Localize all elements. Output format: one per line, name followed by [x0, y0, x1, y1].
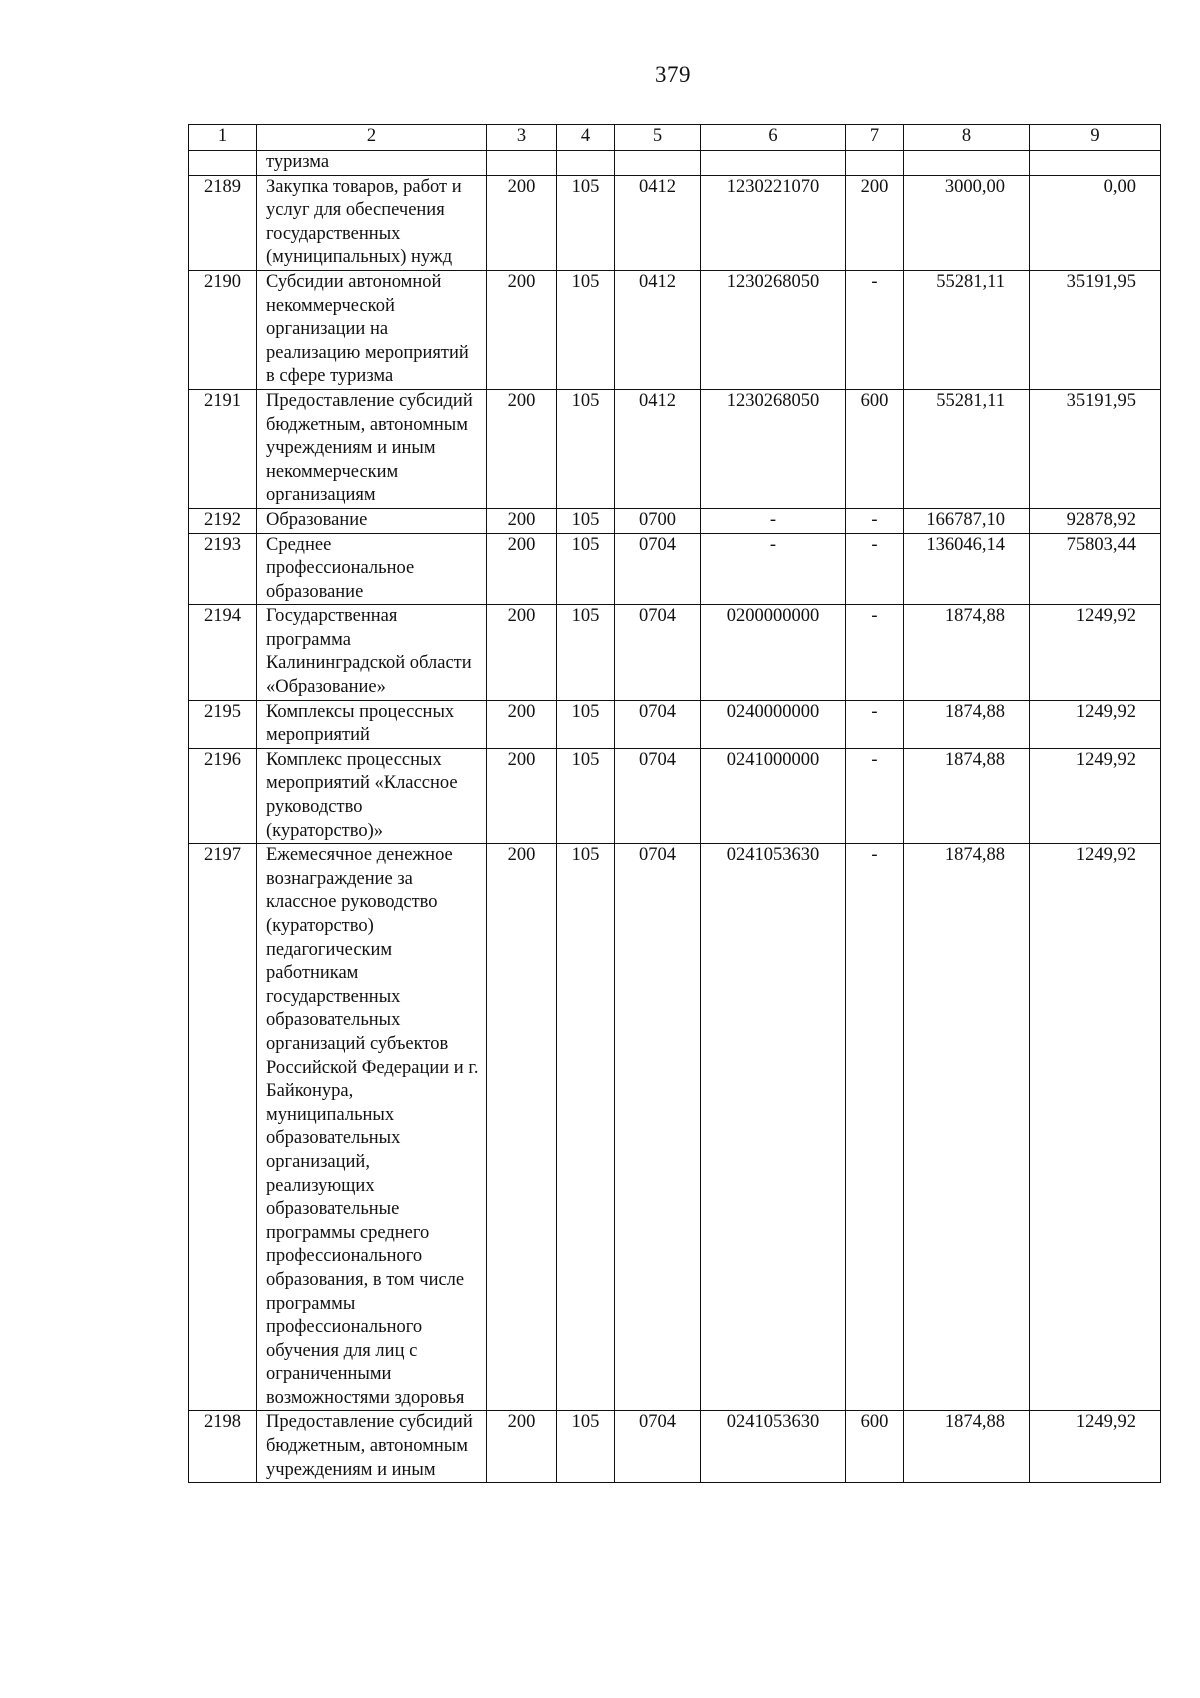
column-header: 5 [615, 125, 701, 151]
col8-value: 1874,88 [904, 1411, 1030, 1483]
col7-value: - [846, 844, 904, 1411]
col5-value [615, 151, 701, 176]
row-number: 2198 [189, 1411, 257, 1483]
column-header: 6 [701, 125, 846, 151]
col7-value: 200 [846, 175, 904, 270]
col3-value [487, 151, 557, 176]
table-row [189, 175, 1161, 270]
col3-value: 200 [487, 389, 557, 508]
col8-value: 55281,11 [904, 389, 1030, 508]
col7-value: - [846, 270, 904, 389]
col8-value: 136046,14 [904, 533, 1030, 605]
col9-value: 1249,92 [1030, 748, 1161, 843]
col8-value: 1874,88 [904, 748, 1030, 843]
row-name: Комплексы процессных мероприятий [257, 700, 487, 748]
column-header: 4 [557, 125, 615, 151]
col9-value: 35191,95 [1030, 389, 1161, 508]
col7-value [846, 151, 904, 176]
row-name: туризма [257, 151, 487, 176]
col8-value: 166787,10 [904, 508, 1030, 533]
table-row [189, 1411, 1161, 1483]
col8-value: 3000,00 [904, 175, 1030, 270]
row-number: 2192 [189, 508, 257, 533]
col9-value: 1249,92 [1030, 844, 1161, 1411]
col5-value: 0412 [615, 270, 701, 389]
col4-value [557, 151, 615, 176]
col3-value: 200 [487, 605, 557, 700]
col9-value: 1249,92 [1030, 700, 1161, 748]
col4-value: 105 [557, 389, 615, 508]
row-name: Закупка товаров, работ и услуг для обеспечения государственных (муниципальных) нужд [257, 175, 487, 270]
col3-value: 200 [487, 700, 557, 748]
column-header: 8 [904, 125, 1030, 151]
col3-value: 200 [487, 1411, 557, 1483]
col7-value: 600 [846, 389, 904, 508]
table-row [189, 605, 1161, 700]
col9-value: 1249,92 [1030, 605, 1161, 700]
row-name: Предоставление субсидий бюджетным, автономным учреждениям и иным [257, 1411, 487, 1483]
col6-value: - [701, 508, 846, 533]
col4-value: 105 [557, 508, 615, 533]
col7-value: - [846, 700, 904, 748]
table-row [189, 151, 1161, 176]
col7-value: 600 [846, 1411, 904, 1483]
col8-value: 1874,88 [904, 605, 1030, 700]
col9-value: 1249,92 [1030, 1411, 1161, 1483]
table-row [189, 508, 1161, 533]
col6-value: 0240000000 [701, 700, 846, 748]
budget-table [188, 124, 1161, 1483]
row-name: Образование [257, 508, 487, 533]
col9-value: 92878,92 [1030, 508, 1161, 533]
table-row [189, 389, 1161, 508]
col7-value: - [846, 508, 904, 533]
col5-value: 0704 [615, 844, 701, 1411]
col6-value: 0241000000 [701, 748, 846, 843]
col5-value: 0704 [615, 533, 701, 605]
col6-value: 0200000000 [701, 605, 846, 700]
col5-value: 0412 [615, 175, 701, 270]
column-header: 7 [846, 125, 904, 151]
row-number: 2196 [189, 748, 257, 843]
col6-value: 0241053630 [701, 844, 846, 1411]
row-name: Предоставление субсидий бюджетным, автономным учреждениям и иным некоммерческим организациям [257, 389, 487, 508]
column-header: 2 [257, 125, 487, 151]
row-number: 2191 [189, 389, 257, 508]
col7-value: - [846, 533, 904, 605]
column-header: 1 [189, 125, 257, 151]
col4-value: 105 [557, 605, 615, 700]
col9-value: 75803,44 [1030, 533, 1161, 605]
col7-value: - [846, 748, 904, 843]
col5-value: 0704 [615, 605, 701, 700]
column-header: 9 [1030, 125, 1161, 151]
col6-value: - [701, 533, 846, 605]
row-name: Среднее профессиональное образование [257, 533, 487, 605]
row-number: 2194 [189, 605, 257, 700]
col9-value: 0,00 [1030, 175, 1161, 270]
row-number: 2197 [189, 844, 257, 1411]
table-row [189, 533, 1161, 605]
header-row [189, 125, 1161, 151]
col5-value: 0704 [615, 700, 701, 748]
row-name: Комплекс процессных мероприятий «Классное руководство (кураторство)» [257, 748, 487, 843]
col8-value: 1874,88 [904, 700, 1030, 748]
table-row [189, 844, 1161, 1411]
col3-value: 200 [487, 270, 557, 389]
table-row [189, 700, 1161, 748]
col8-value: 1874,88 [904, 844, 1030, 1411]
col4-value: 105 [557, 1411, 615, 1483]
col3-value: 200 [487, 508, 557, 533]
page-number: 379 [655, 62, 691, 87]
col3-value: 200 [487, 844, 557, 1411]
column-header: 3 [487, 125, 557, 151]
col3-value: 200 [487, 533, 557, 605]
col9-value: 35191,95 [1030, 270, 1161, 389]
col5-value: 0700 [615, 508, 701, 533]
col5-value: 0412 [615, 389, 701, 508]
row-number: 2190 [189, 270, 257, 389]
col6-value: 0241053630 [701, 1411, 846, 1483]
col5-value: 0704 [615, 1411, 701, 1483]
col4-value: 105 [557, 700, 615, 748]
col4-value: 105 [557, 748, 615, 843]
row-number: 2195 [189, 700, 257, 748]
row-number: 2193 [189, 533, 257, 605]
row-name: Ежемесячное денежное вознаграждение за классное руководство (кураторство) педагогическим работникам государственных образовательных организаций субъектов Российской Федерации и г. Байконура, муниципальных образовательных организаций, реализующих образовательные программы среднего профессионального образования, в том числе программы профессионального обучения для лиц с ограниченными возможностями здоровья [257, 844, 487, 1411]
col4-value: 105 [557, 844, 615, 1411]
col6-value [701, 151, 846, 176]
col6-value: 1230268050 [701, 389, 846, 508]
col6-value: 1230268050 [701, 270, 846, 389]
row-name: Государственная программа Калининградской области «Образование» [257, 605, 487, 700]
col8-value [904, 151, 1030, 176]
col3-value: 200 [487, 748, 557, 843]
col3-value: 200 [487, 175, 557, 270]
col6-value: 1230221070 [701, 175, 846, 270]
col4-value: 105 [557, 533, 615, 605]
table-row [189, 748, 1161, 843]
table-body [189, 151, 1161, 1483]
row-number [189, 151, 257, 176]
col5-value: 0704 [615, 748, 701, 843]
col4-value: 105 [557, 175, 615, 270]
row-number: 2189 [189, 175, 257, 270]
col9-value [1030, 151, 1161, 176]
col7-value: - [846, 605, 904, 700]
table-row [189, 270, 1161, 389]
col4-value: 105 [557, 270, 615, 389]
col8-value: 55281,11 [904, 270, 1030, 389]
row-name: Субсидии автономной некоммерческой организации на реализацию мероприятий в сфере туризма [257, 270, 487, 389]
